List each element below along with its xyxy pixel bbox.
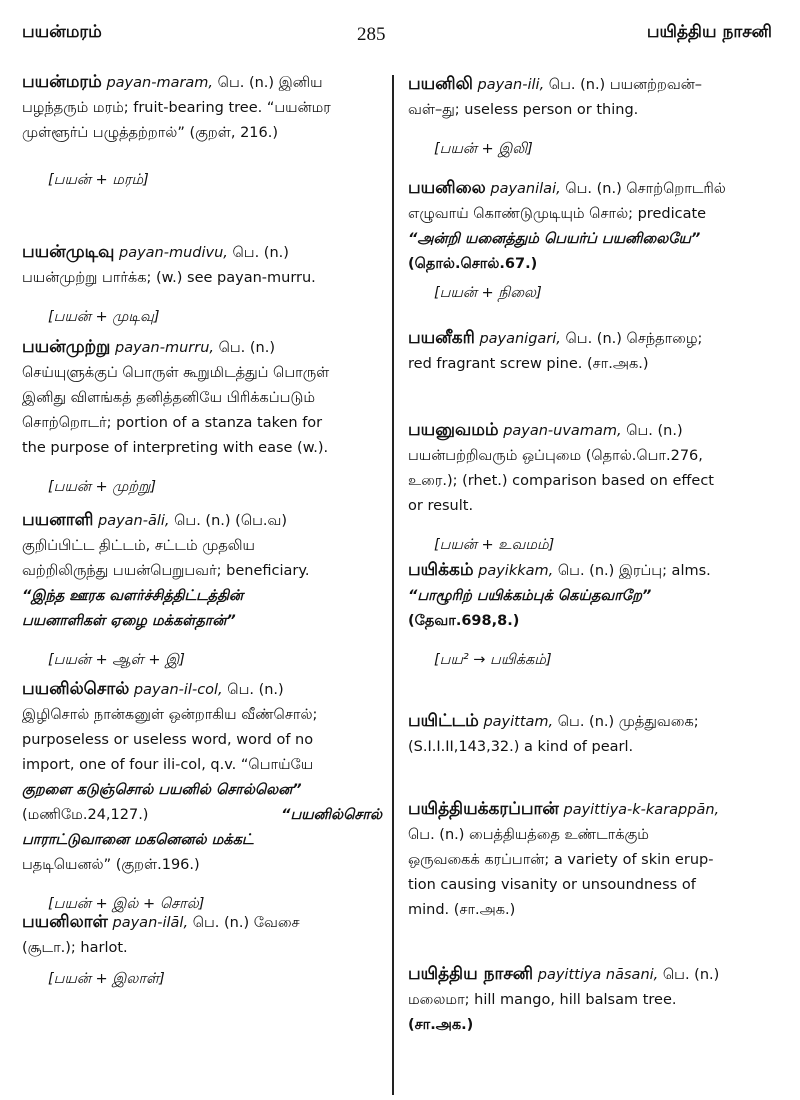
entry-payittam <box>408 709 773 760</box>
headword: பயனீகரி <box>408 328 475 348</box>
etymology: [பயன் + நிலை] <box>434 285 542 301</box>
transliteration: payan-uvamam, <box>503 423 622 439</box>
headword: பயன்மரம் <box>22 72 102 92</box>
citation: (சா.அக.) <box>408 1017 474 1033</box>
headword: பயனுவமம் <box>408 420 499 440</box>
definition-line: (S.I.I.II,143,32.) a kind of pearl. <box>408 739 634 755</box>
definition-line: or result. <box>408 498 474 514</box>
definition-line: red fragrant screw pine. (சா.அக.) <box>408 356 649 372</box>
entry-payan-mudivu <box>22 240 382 330</box>
page-header <box>0 0 800 50</box>
entry-payan-ilal <box>22 910 382 992</box>
part-of-speech: பெ. (n.) இரப்பு; alms. <box>557 563 711 579</box>
headword: பயித்திய நாசனி <box>408 964 534 984</box>
entry-payan-il-col <box>22 677 382 917</box>
part-of-speech: பெ. (n.) <box>662 967 720 983</box>
entry-payan-uvamam <box>408 418 773 558</box>
headword: பயன்முற்று <box>22 337 111 357</box>
quotation-line: “பயனில்சொல் <box>281 807 382 823</box>
entry-payan-maram <box>22 70 382 193</box>
part-of-speech: பெ. (n.) (பெ.வ) <box>174 513 288 529</box>
quotation-line: “இந்த ஊரக வளர்ச்சித்திட்டத்தின் <box>22 588 244 604</box>
part-of-speech: பெ. (n.) <box>232 245 289 261</box>
header-guide-word-right: பயித்திய நாசனி <box>646 22 772 42</box>
definition-line: உரை.); (rhet.) comparison based on effect <box>408 473 714 489</box>
transliteration: payan-murru, <box>114 340 214 356</box>
transliteration: payan-maram, <box>106 75 214 91</box>
transliteration: payittiya nāsani, <box>537 967 659 983</box>
transliteration: payittam, <box>483 714 554 730</box>
headword: பயித்தியக்கரப்பான் <box>408 799 559 819</box>
transliteration: payittiya-k-karappān, <box>563 802 720 818</box>
definition-line: import, one of four ili-col, q.v. “பொய்யே <box>22 757 314 773</box>
etymology: [பயன் + இல் + சொல்] <box>48 896 205 912</box>
quotation-line: பயனாளிகள் ஏழை மக்கள்தான்” <box>22 613 236 629</box>
definition-line: purposeless or useless word, word of no <box>22 732 314 748</box>
transliteration: payikkam, <box>478 563 554 579</box>
transliteration: payan-mudivu, <box>119 245 228 261</box>
definition-line: எழுவாய் கொண்டுமுடியும் சொல்; predicate <box>408 206 707 222</box>
etymology: [பயன் + இலி] <box>434 141 533 157</box>
headword: பயனிலி <box>408 74 473 94</box>
quotation-line: “பாழூரிற் பயிக்கம்புக் கெய்தவாறே” <box>408 588 652 604</box>
definition-line: பழந்தரும் மரம்; fruit-bearing tree. “பயன்மர <box>22 100 331 116</box>
definition-line: பயன்பற்றிவரும் ஒப்புமை (தொல்.பொ.276, <box>408 448 703 464</box>
headword: பயனிலை <box>408 178 486 198</box>
definition-line: வள்–து; useless person or thing. <box>408 102 639 118</box>
definition-line: பயன்முற்று பார்க்க; (w.) see payan-murru. <box>22 270 316 286</box>
part-of-speech: பெ. (n.) செந்தாழை; <box>565 331 703 347</box>
part-of-speech: பெ. (n.) முத்துவகை; <box>557 714 699 730</box>
etymology: [பயன் + ஆள் + இ] <box>48 652 185 668</box>
headword: பயிட்டம் <box>408 711 479 731</box>
part-of-speech: பெ. (n.) சொற்றொடரில் <box>565 181 726 197</box>
definition-line: வற்றிலிருந்து பயன்பெறுபவர்; beneficiary. <box>22 563 310 579</box>
quotation-line: குறளை கடுஞ்சொல் பயனில் சொல்லென” <box>22 782 302 798</box>
definition-line: இழிசொல் நான்கனுள் ஒன்றாகிய வீண்சொல்; <box>22 707 318 723</box>
citation: (தொல்.சொல்.67.) <box>408 256 538 272</box>
page-number: 285 <box>357 24 386 45</box>
definition-line: mind. (சா.அக.) <box>408 902 516 918</box>
definition-line: பெ. (n.) பைத்தியத்தை உண்டாக்கும் <box>408 827 649 843</box>
entry-payittiya-nasani <box>408 962 773 1038</box>
headword: பயனில்சொல் <box>22 679 130 699</box>
definition-line: இனிது விளங்கத் தனித்தனியே பிரிக்கப்படும் <box>22 390 316 406</box>
headword: பயனிலாள் <box>22 912 108 932</box>
transliteration: payan-ilāl, <box>112 915 189 931</box>
definition-line: குறிப்பிட்ட திட்டம், சட்டம் முதலிய <box>22 538 255 554</box>
etymology: [பயன் + முடிவு] <box>48 309 160 325</box>
entry-payan-ili <box>408 72 773 162</box>
definition-line: செய்யுளுக்குப் பொருள் கூறுமிடத்துப் பொருள் <box>22 365 330 381</box>
etymology: [பயன் + இலாள்] <box>48 971 165 987</box>
entry-payan-ali <box>22 508 382 673</box>
definition-line: சொற்றொடர்; portion of a stanza taken for <box>22 415 323 431</box>
etymology: [பயன் + முற்று] <box>48 479 157 495</box>
etymology: [பய² → பயிக்கம்] <box>434 652 552 668</box>
entry-payanigari <box>408 326 773 377</box>
part-of-speech: பெ. (n.) இனிய <box>217 75 323 91</box>
citation: (தேவா.698,8.) <box>408 613 520 629</box>
definition-line: மலைமா; hill mango, hill balsam tree. <box>408 992 677 1008</box>
transliteration: payanilai, <box>490 181 561 197</box>
quotation-line: பதடியெனல்” (குறள்.196.) <box>22 857 200 873</box>
part-of-speech: பெ. (n.) பயனற்றவன்– <box>548 77 703 93</box>
headword: பயிக்கம் <box>408 560 474 580</box>
quotation-line: பாராட்டுவானை மகனெனல் மக்கட் <box>22 832 254 848</box>
entry-payikkam <box>408 558 773 673</box>
headword: பயன்முடிவு <box>22 242 115 262</box>
part-of-speech: பெ. (n.) <box>626 423 683 439</box>
definition-line: முள்ளூர்ப் பழுத்தற்றால்” (குறள், 216.) <box>22 125 279 141</box>
definition-line: the purpose of interpreting with ease (w.). <box>22 440 329 456</box>
transliteration: payan-il-col, <box>133 682 223 698</box>
transliteration: payan-ili, <box>477 77 545 93</box>
transliteration: payanigari, <box>479 331 561 347</box>
part-of-speech: பெ. (n.) <box>227 682 284 698</box>
definition-line: (சூடா.); harlot. <box>22 940 128 956</box>
definition-line: tion causing visanity or unsoundness of <box>408 877 696 893</box>
part-of-speech: பெ. (n.) வேசை <box>192 915 300 931</box>
part-of-speech: பெ. (n.) <box>218 340 276 356</box>
entry-payan-murru <box>22 335 382 500</box>
quotation-line: “அன்றி யனைத்தும் பெயர்ப் பயனிலையே” <box>408 231 701 247</box>
etymology: [பயன் + மரம்] <box>48 172 149 188</box>
definition-line: ஒருவகைக் கரப்பான்; a variety of skin erup- <box>408 852 714 868</box>
header-guide-word-left: பயன்மரம் <box>22 22 102 42</box>
headword: பயனாளி <box>22 510 94 530</box>
entry-payanilai <box>408 176 773 306</box>
transliteration: payan-āli, <box>98 513 170 529</box>
etymology: [பயன் + உவமம்] <box>434 537 555 553</box>
citation: (மணிமே.24,127.) <box>22 807 149 823</box>
column-divider <box>392 75 394 1095</box>
entry-payittiya-k-karappan <box>408 797 773 923</box>
